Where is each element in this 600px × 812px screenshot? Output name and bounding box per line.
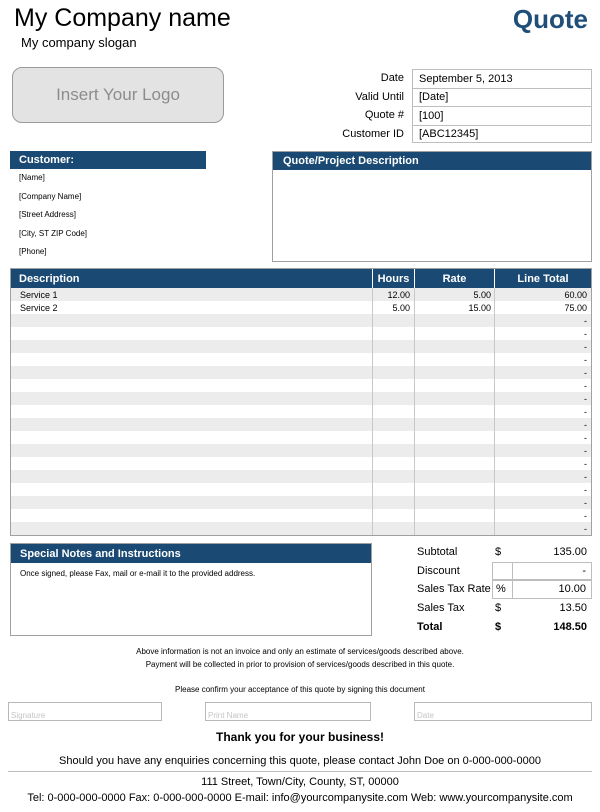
row-description[interactable] [11,483,373,496]
row-rate[interactable] [415,327,495,340]
row-hours[interactable]: 5.00 [373,301,415,314]
customer-company[interactable]: [Company Name] [19,191,82,201]
row-line-total: - [584,367,587,378]
sales-tax-rate-row [412,580,592,599]
customer-phone[interactable]: [Phone] [19,247,47,257]
row-hours[interactable] [373,392,415,405]
footer-divider [8,771,592,772]
quote-description-header: Quote/Project Description [273,152,591,170]
column-line-total: Line Total [495,269,591,288]
table-row [11,483,591,496]
row-line-total: 75.00 [564,302,587,313]
table-row [11,418,591,431]
table-row [11,392,591,405]
row-description[interactable] [11,405,373,418]
row-hours[interactable] [373,470,415,483]
company-name: My Company name [14,4,231,32]
currency-symbol: $ [495,602,502,615]
row-rate[interactable] [415,444,495,457]
customer-street[interactable]: [Street Address] [19,210,76,220]
total-value: 148.50 [553,620,587,633]
currency-symbol [492,562,512,581]
currency-symbol: $ [495,620,502,633]
disclaimer [0,645,600,671]
meta-label: Date [380,72,404,85]
special-notes-text: Once signed, please Fax, mail or e-mail it to the provided address. [20,569,256,578]
row-rate[interactable] [415,366,495,379]
meta-label: Customer ID [342,127,404,140]
table-row [11,314,591,327]
row-description[interactable] [11,366,373,379]
customer-id-field[interactable]: [ABC12345] [412,125,592,144]
row-description[interactable] [11,379,373,392]
row-hours[interactable] [373,379,415,392]
row-description[interactable] [11,327,373,340]
row-line-total: - [584,406,587,417]
row-line-total: - [584,393,587,404]
row-rate[interactable] [415,431,495,444]
logo-placeholder-text: Insert Your Logo [56,85,180,104]
totals-label: Sales Tax [417,602,465,615]
table-body [11,288,591,535]
special-notes-box[interactable] [10,543,372,636]
row-description[interactable] [11,522,373,535]
currency-symbol: $ [495,546,502,559]
totals-label: Sales Tax Rate [417,583,491,596]
row-line-total: 60.00 [564,289,587,300]
table-row [11,444,591,457]
date-field[interactable]: September 5, 2013 [412,69,592,88]
table-row [11,327,591,340]
row-rate[interactable] [415,405,495,418]
thank-you-text: Thank you for your business! [215,730,385,744]
meta-row-date [300,69,592,88]
table-row [11,301,591,314]
row-line-total: - [584,432,587,443]
row-description[interactable] [11,314,373,327]
row-hours[interactable] [373,327,415,340]
row-hours[interactable] [373,418,415,431]
row-description[interactable] [11,509,373,522]
customer-name[interactable]: [Name] [19,173,45,182]
table-row [11,509,591,522]
row-hours[interactable] [373,340,415,353]
discount-row [412,562,592,581]
row-hours[interactable] [373,353,415,366]
document-title: Quote [512,4,588,34]
subtotal-row [412,543,592,562]
row-rate[interactable] [415,353,495,366]
row-description[interactable]: Service 1 [11,288,373,301]
quote-number-field[interactable]: [100] [412,106,592,125]
disclaimer-line: Above information is not an invoice and only an estimate of services/goods described above. [136,647,464,656]
quote-meta [300,69,592,143]
print-name-field[interactable]: Print Name [205,702,371,721]
valid-until-field[interactable]: [Date] [412,88,592,107]
row-hours[interactable] [373,496,415,509]
logo-placeholder[interactable] [12,67,224,123]
table-row [11,405,591,418]
row-description[interactable]: Service 2 [11,301,373,314]
row-line-total: - [584,354,587,365]
row-description[interactable] [11,340,373,353]
row-rate[interactable]: 5.00 [415,288,495,301]
row-line-total: - [584,315,587,326]
row-line-total: - [584,523,587,534]
row-description[interactable] [11,353,373,366]
row-rate[interactable]: 15.00 [415,301,495,314]
row-rate[interactable] [415,314,495,327]
meta-label: Quote # [364,109,404,122]
totals-block [412,543,592,636]
table-row [11,431,591,444]
row-hours[interactable] [373,457,415,470]
row-description[interactable] [11,418,373,431]
sales-tax-rate-field[interactable]: 10.00 [512,580,592,599]
table-row [11,340,591,353]
column-description: Description [11,269,373,288]
disclaimer-line: Payment will be collected in prior to provision of services/goods described in this quote. [145,660,455,669]
row-line-total: - [584,341,587,352]
row-rate[interactable] [415,418,495,431]
confirm-text: Please confirm your acceptance of this quote by signing this document [175,685,425,694]
row-rate[interactable] [415,496,495,509]
sign-date-field[interactable]: Date [414,702,592,721]
row-rate[interactable] [415,483,495,496]
row-rate[interactable] [415,522,495,535]
meta-row-quote-number [300,106,592,125]
total-row [412,617,592,636]
row-line-total: - [584,497,587,508]
row-rate[interactable] [415,457,495,470]
signature-field[interactable]: Signature [8,702,162,721]
table-row [11,496,591,509]
discount-field[interactable]: - [512,562,592,581]
company-slogan: My company slogan [21,35,137,50]
row-line-total: - [584,445,587,456]
totals-label: Discount [417,564,460,577]
row-description[interactable] [11,470,373,483]
row-line-total: - [584,458,587,469]
table-row [11,353,591,366]
company-contact: Tel: 0-000-000-0000 Fax: 0-000-000-0000 E-mail: info@yourcompanysite.com Web: www.yourcompanysite.com [27,792,573,804]
sales-tax-value: 13.50 [559,602,587,615]
row-rate[interactable] [415,509,495,522]
row-hours[interactable] [373,431,415,444]
table-header [11,269,591,288]
row-hours[interactable] [373,314,415,327]
row-rate[interactable] [415,392,495,405]
row-hours[interactable]: 12.00 [373,288,415,301]
column-hours: Hours [373,269,415,288]
table-row [11,522,591,535]
subtotal-value: 135.00 [553,546,587,559]
percent-symbol: % [492,580,512,599]
quote-description-box[interactable] [272,151,592,262]
customer-details [19,173,87,266]
row-hours[interactable] [373,366,415,379]
customer-header: Customer: [10,151,206,169]
table-row [11,288,591,301]
table-row [11,457,591,470]
special-notes-header: Special Notes and Instructions [11,544,371,563]
customer-city[interactable]: [City, ST ZIP Code] [19,228,88,238]
row-description[interactable] [11,431,373,444]
company-address: 111 Street, Town/City, County, ST, 00000 [201,776,399,788]
totals-label: Total [417,620,443,633]
row-hours[interactable] [373,522,415,535]
row-hours[interactable] [373,509,415,522]
row-line-total: - [584,380,587,391]
meta-row-valid-until [300,88,592,107]
totals-label: Subtotal [417,546,458,559]
table-row [11,470,591,483]
row-rate[interactable] [415,470,495,483]
row-rate[interactable] [415,379,495,392]
enquiry-text: Should you have any enquiries concerning this quote, please contact John Doe on 0-000-000-0000 [59,755,541,767]
meta-row-customer-id [300,125,592,144]
row-hours[interactable] [373,483,415,496]
table-row [11,366,591,379]
table-row [11,379,591,392]
row-hours[interactable] [373,444,415,457]
row-line-total: - [584,328,587,339]
line-items-table [10,268,592,536]
row-hours[interactable] [373,405,415,418]
row-line-total: - [584,419,587,430]
row-rate[interactable] [415,340,495,353]
row-line-total: - [584,484,587,495]
row-description[interactable] [11,457,373,470]
row-line-total: - [584,510,587,521]
row-description[interactable] [11,392,373,405]
sales-tax-row [412,599,592,618]
meta-label: Valid Until [355,90,404,103]
row-line-total: - [584,471,587,482]
row-description[interactable] [11,444,373,457]
row-description[interactable] [11,496,373,509]
column-rate: Rate [415,269,495,288]
